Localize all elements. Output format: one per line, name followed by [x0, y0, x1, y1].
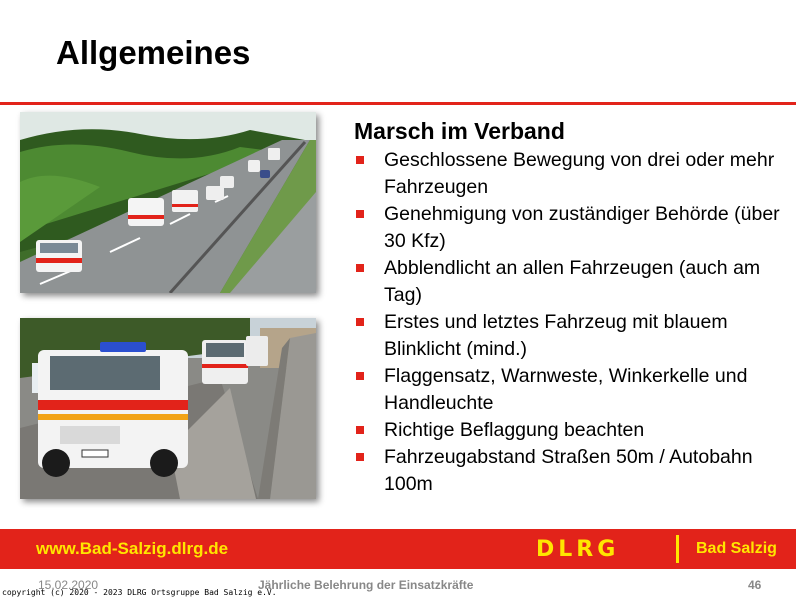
footer-date: 15.02.2020	[38, 578, 99, 592]
section-heading: Marsch im Verband	[354, 118, 565, 144]
bullet-item	[354, 417, 784, 444]
bullet-item	[354, 363, 784, 417]
logo-town-name: Bad Salzig	[696, 540, 777, 557]
convoy-highway-photo	[20, 112, 316, 293]
bullet-square-icon	[356, 372, 364, 380]
title-divider	[0, 102, 796, 105]
bullet-text: Erstes und letztes Fahrzeug mit blauem Blinklicht (mind.)	[384, 311, 728, 360]
convoy-street-photo	[20, 318, 316, 499]
bullet-square-icon	[356, 156, 364, 164]
bullet-text: Flaggensatz, Warnweste, Winkerkelle und Handleuchte	[384, 365, 748, 414]
bullet-square-icon	[356, 426, 364, 434]
bullet-square-icon	[356, 264, 364, 272]
bullet-square-icon	[356, 453, 364, 461]
bullet-square-icon	[356, 210, 364, 218]
bullet-square-icon	[356, 318, 364, 326]
bullet-list	[354, 147, 784, 498]
page-number: 46	[748, 578, 762, 592]
bullet-text: Fahrzeugabstand Straßen 50m / Autobahn 100m	[384, 446, 753, 495]
content-area	[354, 118, 784, 498]
bullet-item	[354, 309, 784, 363]
logo-divider	[676, 535, 679, 563]
footer-url-link[interactable]: www.Bad-Salzig.dlrg.de	[36, 539, 229, 558]
bullet-text: Richtige Beflaggung beachten	[384, 419, 645, 441]
bullet-item	[354, 255, 784, 309]
footer-presentation-title: Jährliche Belehrung der Einsatzkräfte	[258, 578, 474, 592]
bullet-text: Abblendlicht an allen Fahrzeugen (auch am Tag)	[384, 257, 761, 306]
bullet-item	[354, 444, 784, 498]
bullet-item	[354, 147, 784, 201]
footer-band	[0, 529, 796, 569]
copyright-notice: copyright (c) 2020 - 2023 DLRG Ortsgruppe Bad Salzig e.V.	[2, 588, 277, 597]
bullet-item	[354, 201, 784, 255]
slide-title: Allgemeines	[56, 34, 251, 71]
bullet-text: Genehmigung von zuständiger Behörde (über 30 Kfz)	[384, 203, 780, 252]
dlrg-logo: DLRG	[536, 537, 620, 562]
bullet-text: Geschlossene Bewegung von drei oder mehr Fahrzeugen	[384, 149, 775, 198]
